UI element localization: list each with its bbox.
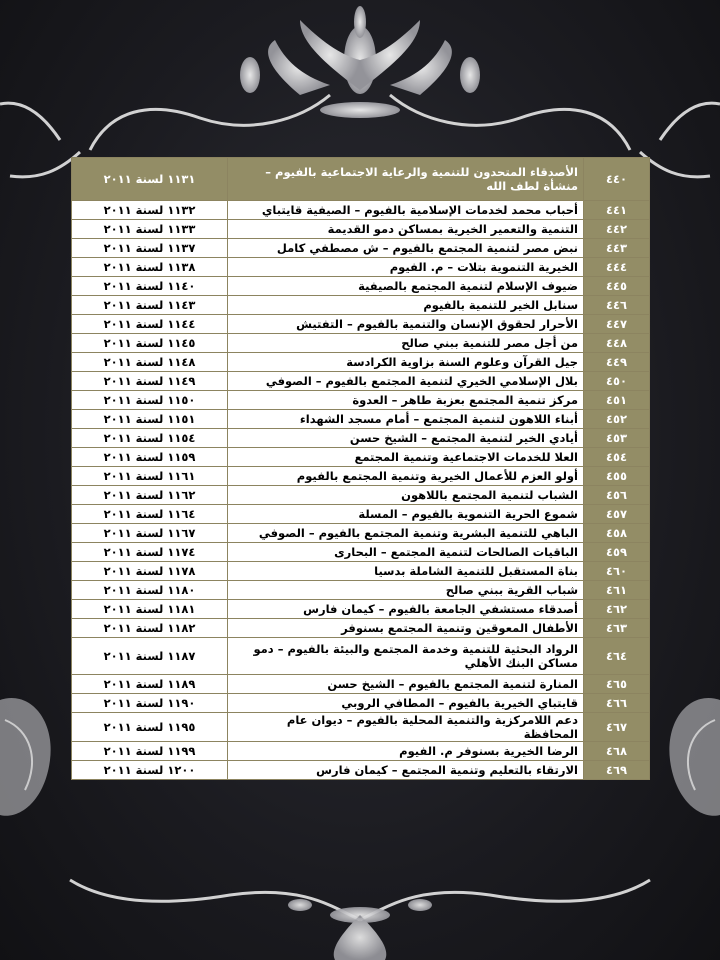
serial-number-cell: ٤٥٠	[584, 372, 650, 391]
association-name-cell: الباقيات الصالحات لتنمية المجتمع – البحارى	[228, 543, 584, 562]
serial-number-cell: ٤٤٨	[584, 334, 650, 353]
table-row	[72, 334, 650, 353]
table-row	[72, 201, 650, 220]
table-row	[72, 675, 650, 694]
association-name-cell: التنمية والتعمير الخيرية بمساكن دمو القديمة	[228, 220, 584, 239]
table-row	[72, 410, 650, 429]
association-name-cell: جيل القرآن وعلوم السنة بزاوية الكرادسة	[228, 353, 584, 372]
registration-number-cell: ١١٩٩ لسنة ٢٠١١	[72, 742, 228, 761]
serial-number-cell: ٤٦٣	[584, 619, 650, 638]
serial-number-cell: ٤٦١	[584, 581, 650, 600]
serial-number-cell: ٤٦٩	[584, 761, 650, 780]
association-name-cell: الرواد البحثية للتنمية وخدمة المجتمع والبيئة بالفيوم – دمو مساكن البنك الأهلي	[228, 638, 584, 675]
association-name-cell: الرضا الخيرية بسنوفر م. الفيوم	[228, 742, 584, 761]
table-row	[72, 742, 650, 761]
serial-number-cell: ٤٦٨	[584, 742, 650, 761]
serial-number-cell: ٤٥٤	[584, 448, 650, 467]
serial-number-cell: ٤٥٧	[584, 505, 650, 524]
table-row	[72, 713, 650, 742]
association-name-cell: المنارة لتنمية المجتمع بالفيوم – الشيخ حسن	[228, 675, 584, 694]
association-name-cell: مركز تنمية المجتمع بعزبة طاهر – العدوة	[228, 391, 584, 410]
registration-number-cell: ١١٥٩ لسنة ٢٠١١	[72, 448, 228, 467]
registration-number-cell: ١١٤٥ لسنة ٢٠١١	[72, 334, 228, 353]
association-name-cell: الباهي للتنمية البشرية وتنمية المجتمع بالفيوم – الصوفي	[228, 524, 584, 543]
association-name-cell: دعم اللامركزية والتنمية المحلية بالفيوم – ديوان عام المحافظة	[228, 713, 584, 742]
table-row	[72, 239, 650, 258]
registration-number-cell: ١١٤٨ لسنة ٢٠١١	[72, 353, 228, 372]
table-row	[72, 258, 650, 277]
table-row	[72, 220, 650, 239]
serial-number-cell: ٤٤٩	[584, 353, 650, 372]
registration-number-cell: ١١٩٥ لسنة ٢٠١١	[72, 713, 228, 742]
registration-number-cell: ١١٣٨ لسنة ٢٠١١	[72, 258, 228, 277]
association-name-cell: شموع الحرية التنموية بالفيوم – المسلة	[228, 505, 584, 524]
associations-table	[71, 157, 650, 780]
registration-number-cell: ١١٥٠ لسنة ٢٠١١	[72, 391, 228, 410]
table-row	[72, 505, 650, 524]
table-row	[72, 562, 650, 581]
registration-number-cell: ١١٧٨ لسنة ٢٠١١	[72, 562, 228, 581]
association-name-cell: العلا للخدمات الاجتماعية وتنمية المجتمع	[228, 448, 584, 467]
serial-number-cell: ٤٤٠	[584, 158, 650, 201]
table-row	[72, 619, 650, 638]
registration-number-cell: ١١٦١ لسنة ٢٠١١	[72, 467, 228, 486]
table-row	[72, 372, 650, 391]
registration-number-cell: ١١٣١ لسنة ٢٠١١	[72, 158, 228, 201]
table-row	[72, 315, 650, 334]
association-name-cell: من أجل مصر للتنمية ببني صالح	[228, 334, 584, 353]
association-name-cell: أولو العزم للأعمال الخيرية وتنمية المجتمع بالفيوم	[228, 467, 584, 486]
table-row	[72, 761, 650, 780]
serial-number-cell: ٤٦٦	[584, 694, 650, 713]
table-row	[72, 600, 650, 619]
table-row	[72, 486, 650, 505]
table-row	[72, 543, 650, 562]
association-name-cell: قايتباي الخيرية بالفيوم – المطافي الروبي	[228, 694, 584, 713]
serial-number-cell: ٤٤٢	[584, 220, 650, 239]
registration-number-cell: ١١٦٧ لسنة ٢٠١١	[72, 524, 228, 543]
registration-number-cell: ١١٨٩ لسنة ٢٠١١	[72, 675, 228, 694]
serial-number-cell: ٤٤٦	[584, 296, 650, 315]
association-name-cell: الشباب لتنمية المجتمع باللاهون	[228, 486, 584, 505]
serial-number-cell: ٤٥٦	[584, 486, 650, 505]
registration-number-cell: ١١٨٧ لسنة ٢٠١١	[72, 638, 228, 675]
registration-number-cell: ١١٤٩ لسنة ٢٠١١	[72, 372, 228, 391]
serial-number-cell: ٤٥١	[584, 391, 650, 410]
registration-number-cell: ١١٤٤ لسنة ٢٠١١	[72, 315, 228, 334]
serial-number-cell: ٤٥٢	[584, 410, 650, 429]
serial-number-cell: ٤٦٥	[584, 675, 650, 694]
serial-number-cell: ٤٥٨	[584, 524, 650, 543]
association-name-cell: نبض مصر لتنمية المجتمع بالفيوم – ش مصطفي كامل	[228, 239, 584, 258]
bottom-crest-icon	[288, 899, 432, 960]
registration-number-cell: ١١٤٠ لسنة ٢٠١١	[72, 277, 228, 296]
serial-number-cell: ٤٤١	[584, 201, 650, 220]
association-name-cell: الأطفال المعوقين وتنمية المجتمع بسنوفر	[228, 619, 584, 638]
table-row	[72, 581, 650, 600]
table-row	[72, 524, 650, 543]
association-name-cell: أحباب محمد لخدمات الإسلامية بالفيوم – الصيفية قايتباي	[228, 201, 584, 220]
serial-number-cell: ٤٤٣	[584, 239, 650, 258]
association-name-cell: أيادي الخير لتنمية المجتمع – الشيخ حسن	[228, 429, 584, 448]
association-name-cell: بلال الإسلامي الخيري لتنمية المجتمع بالفيوم – الصوفي	[228, 372, 584, 391]
registration-number-cell: ١١٥٤ لسنة ٢٠١١	[72, 429, 228, 448]
association-name-cell: شباب القرية ببني صالح	[228, 581, 584, 600]
registration-number-cell: ١١٣٢ لسنة ٢٠١١	[72, 201, 228, 220]
table-row	[72, 277, 650, 296]
table-row	[72, 353, 650, 372]
registration-number-cell: ١١٨٢ لسنة ٢٠١١	[72, 619, 228, 638]
registration-number-cell: ١١٨١ لسنة ٢٠١١	[72, 600, 228, 619]
registration-number-cell: ١١٦٤ لسنة ٢٠١١	[72, 505, 228, 524]
serial-number-cell: ٤٤٧	[584, 315, 650, 334]
table-header-row	[72, 158, 650, 201]
serial-number-cell: ٤٤٥	[584, 277, 650, 296]
serial-number-cell: ٤٦٧	[584, 713, 650, 742]
registration-number-cell: ١١٨٠ لسنة ٢٠١١	[72, 581, 228, 600]
registration-number-cell: ١١٤٣ لسنة ٢٠١١	[72, 296, 228, 315]
registration-number-cell: ١١٥١ لسنة ٢٠١١	[72, 410, 228, 429]
association-name-cell: ضيوف الإسلام لتنمية المجتمع بالصيفية	[228, 277, 584, 296]
association-name-cell: الأصدقاء المتحدون للتنمية والرعاية الاجتماعية بالفيوم – منشأة لطف الله	[228, 158, 584, 201]
serial-number-cell: ٤٦٠	[584, 562, 650, 581]
table-row	[72, 448, 650, 467]
table-row	[72, 296, 650, 315]
registration-number-cell: ١١٣٧ لسنة ٢٠١١	[72, 239, 228, 258]
registration-number-cell: ١١٧٤ لسنة ٢٠١١	[72, 543, 228, 562]
serial-number-cell: ٤٥٥	[584, 467, 650, 486]
table-row	[72, 638, 650, 675]
association-name-cell: الأحرار لحقوق الإنسان والتنمية بالفيوم – التفتيش	[228, 315, 584, 334]
association-name-cell: سنابل الخير للتنمية بالفيوم	[228, 296, 584, 315]
association-name-cell: الخيرية التنموية بتلات – م. الفيوم	[228, 258, 584, 277]
association-name-cell: أبناء اللاهون لتنمية المجتمع – أمام مسجد الشهداء	[228, 410, 584, 429]
serial-number-cell: ٤٦٢	[584, 600, 650, 619]
serial-number-cell: ٤٥٩	[584, 543, 650, 562]
association-name-cell: الارتقاء بالتعليم وتنمية المجتمع – كيمان فارس	[228, 761, 584, 780]
serial-number-cell: ٤٥٣	[584, 429, 650, 448]
association-name-cell: بناة المستقبل للتنمية الشاملة بدسيا	[228, 562, 584, 581]
serial-number-cell: ٤٤٤	[584, 258, 650, 277]
table-row	[72, 391, 650, 410]
table-row	[72, 467, 650, 486]
top-crest-icon	[240, 6, 480, 118]
registration-number-cell: ١١٦٢ لسنة ٢٠١١	[72, 486, 228, 505]
serial-number-cell: ٤٦٤	[584, 638, 650, 675]
association-name-cell: أصدقاء مستشفي الجامعة بالفيوم – كيمان فارس	[228, 600, 584, 619]
registration-number-cell: ١١٣٣ لسنة ٢٠١١	[72, 220, 228, 239]
table-row	[72, 694, 650, 713]
registration-number-cell: ١١٩٠ لسنة ٢٠١١	[72, 694, 228, 713]
table-row	[72, 429, 650, 448]
registration-number-cell: ١٢٠٠ لسنة ٢٠١١	[72, 761, 228, 780]
